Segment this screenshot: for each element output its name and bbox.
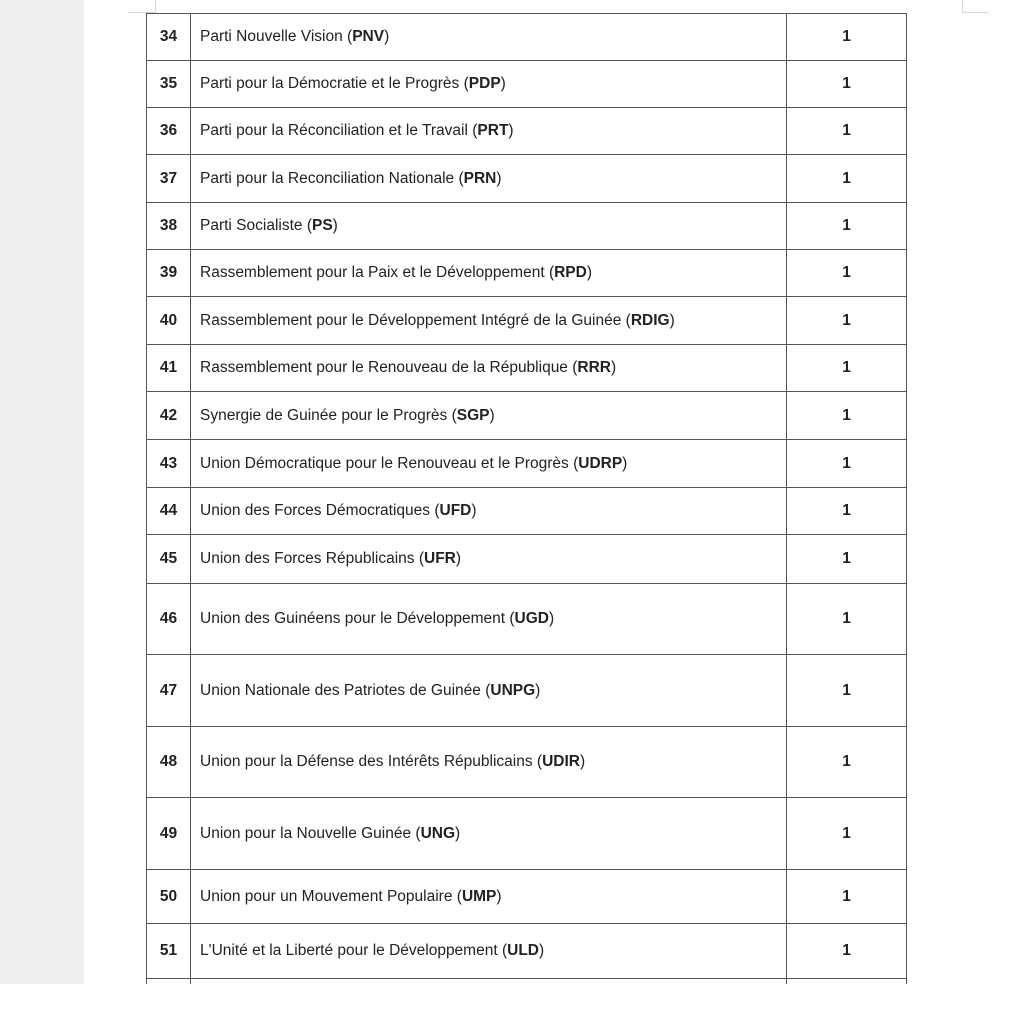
table-row-partial	[147, 979, 907, 985]
party-name: Union des Forces Républicains	[200, 550, 415, 567]
row-number: 43	[147, 440, 191, 488]
seat-count: 1	[787, 870, 907, 924]
party-abbreviation: PDP	[468, 75, 501, 92]
table-row	[147, 392, 907, 440]
party-abbreviation: PRN	[463, 169, 497, 187]
table-row	[147, 798, 907, 870]
row-number: 39	[147, 250, 191, 297]
party-name-cell: Rassemblement pour la Paix et le Développement (RPD)	[191, 250, 787, 297]
party-name-cell: Union des Guinéens pour le Développement (UGD)	[191, 584, 787, 655]
party-abbreviation: UGD	[514, 610, 549, 627]
party-name: Union Nationale des Patriotes de Guinée	[200, 681, 481, 699]
seat-count: 1	[787, 392, 907, 440]
party-name: Synergie de Guinée pour le Progrès	[200, 406, 448, 424]
table-row	[147, 14, 907, 61]
party-name: Parti Nouvelle Vision	[200, 28, 343, 45]
party-abbreviation: SGP	[456, 406, 490, 424]
row-number: 46	[147, 584, 191, 655]
empty-cell	[787, 979, 907, 985]
party-name: Union des Forces Démocratiques	[200, 502, 431, 519]
table-row	[147, 535, 907, 584]
party-name: Union Démocratique pour le Renouveau et le Progrès	[200, 454, 569, 472]
table-row	[147, 345, 907, 392]
party-name: Union pour un Mouvement Populaire	[200, 887, 453, 905]
party-name: Parti pour la Reconciliation Nationale	[200, 169, 455, 187]
side-panel	[0, 0, 84, 984]
seat-count: 1	[787, 798, 907, 870]
seat-count: 1	[787, 655, 907, 727]
row-number: 47	[147, 655, 191, 727]
row-number: 40	[147, 297, 191, 345]
party-abbreviation: UMP	[461, 887, 497, 905]
party-abbreviation: UFR	[424, 550, 456, 567]
party-name-cell: Union des Forces Démocratiques (UFD)	[191, 488, 787, 535]
seat-count: 1	[787, 108, 907, 155]
row-number: 45	[147, 535, 191, 584]
party-abbreviation: UFD	[439, 502, 472, 519]
party-abbreviation: RRR	[577, 359, 611, 376]
party-name-cell: Synergie de Guinée pour le Progrès (SGP)	[191, 392, 787, 440]
party-name: Union pour la Nouvelle Guinée	[200, 824, 412, 842]
party-name-cell: Union des Forces Républicains (UFR)	[191, 535, 787, 584]
party-abbreviation: UNPG	[490, 681, 536, 699]
empty-cell	[147, 979, 191, 985]
table-row	[147, 203, 907, 250]
table-body	[147, 14, 907, 985]
party-name-cell: Parti pour la Reconciliation Nationale (PRN)	[191, 155, 787, 203]
party-abbreviation: PNV	[352, 28, 385, 45]
table-row	[147, 924, 907, 979]
table-row	[147, 297, 907, 345]
party-name-cell: Union Démocratique pour le Renouveau et le Progrès (UDRP)	[191, 440, 787, 488]
seat-count: 1	[787, 203, 907, 250]
seat-count: 1	[787, 61, 907, 108]
party-name: Parti pour la Démocratie et le Progrès	[200, 75, 460, 92]
party-name: Union des Guinéens pour le Développement	[200, 610, 506, 627]
table-row	[147, 655, 907, 727]
seat-count: 1	[787, 345, 907, 392]
party-abbreviation: ULD	[507, 942, 539, 959]
seat-count: 1	[787, 155, 907, 203]
party-name-cell: L'Unité et la Liberté pour le Développement (ULD)	[191, 924, 787, 979]
row-number: 51	[147, 924, 191, 979]
party-name-cell: Union Nationale des Patriotes de Guinée (UNPG)	[191, 655, 787, 727]
row-number: 37	[147, 155, 191, 203]
party-name-cell: Parti pour la Réconciliation et le Travail (PRT)	[191, 108, 787, 155]
party-name: Rassemblement pour le Renouveau de la République	[200, 359, 568, 376]
row-number: 42	[147, 392, 191, 440]
party-abbreviation: UDIR	[542, 753, 580, 770]
row-number: 36	[147, 108, 191, 155]
table-row	[147, 584, 907, 655]
party-name-cell: Union pour un Mouvement Populaire (UMP)	[191, 870, 787, 924]
party-name: Rassemblement pour le Développement Intégré de la Guinée	[200, 311, 622, 329]
seat-count: 1	[787, 488, 907, 535]
empty-cell	[191, 979, 787, 985]
party-name-cell: Parti Nouvelle Vision (PNV)	[191, 14, 787, 61]
seat-count: 1	[787, 535, 907, 584]
party-name-cell: Parti pour la Démocratie et le Progrès (PDP)	[191, 61, 787, 108]
party-name-cell: Parti Socialiste (PS)	[191, 203, 787, 250]
seat-count: 1	[787, 297, 907, 345]
party-name: Parti pour la Réconciliation et le Travail	[200, 122, 468, 139]
table-row	[147, 870, 907, 924]
party-abbreviation: UNG	[420, 824, 456, 842]
party-abbreviation: UDRP	[578, 454, 623, 472]
party-abbreviation: PS	[311, 217, 333, 234]
parties-table	[146, 13, 907, 984]
row-number: 38	[147, 203, 191, 250]
table-row	[147, 108, 907, 155]
seat-count: 1	[787, 727, 907, 798]
party-name: L'Unité et la Liberté pour le Développement	[200, 942, 498, 959]
row-number: 50	[147, 870, 191, 924]
row-number: 49	[147, 798, 191, 870]
table-row	[147, 727, 907, 798]
row-number: 44	[147, 488, 191, 535]
page-corner-mark	[128, 0, 156, 13]
table-row	[147, 440, 907, 488]
party-name-cell: Union pour la Nouvelle Guinée (UNG)	[191, 798, 787, 870]
table-row	[147, 250, 907, 297]
row-number: 35	[147, 61, 191, 108]
table-row	[147, 155, 907, 203]
party-name: Union pour la Défense des Intérêts Républicains	[200, 753, 533, 770]
table-row	[147, 488, 907, 535]
seat-count: 1	[787, 440, 907, 488]
page-corner-mark	[962, 0, 989, 13]
row-number: 34	[147, 14, 191, 61]
party-abbreviation: PRT	[477, 122, 509, 139]
party-name: Rassemblement pour la Paix et le Développement	[200, 264, 545, 281]
table-row	[147, 61, 907, 108]
party-name-cell: Rassemblement pour le Renouveau de la République (RRR)	[191, 345, 787, 392]
seat-count: 1	[787, 924, 907, 979]
row-number: 41	[147, 345, 191, 392]
seat-count: 1	[787, 14, 907, 61]
seat-count: 1	[787, 584, 907, 655]
party-abbreviation: RPD	[554, 264, 587, 281]
party-name-cell: Union pour la Défense des Intérêts Républicains (UDIR)	[191, 727, 787, 798]
party-name: Parti Socialiste	[200, 217, 303, 234]
party-abbreviation: RDIG	[630, 311, 670, 329]
seat-count: 1	[787, 250, 907, 297]
row-number: 48	[147, 727, 191, 798]
party-name-cell: Rassemblement pour le Développement Intégré de la Guinée (RDIG)	[191, 297, 787, 345]
